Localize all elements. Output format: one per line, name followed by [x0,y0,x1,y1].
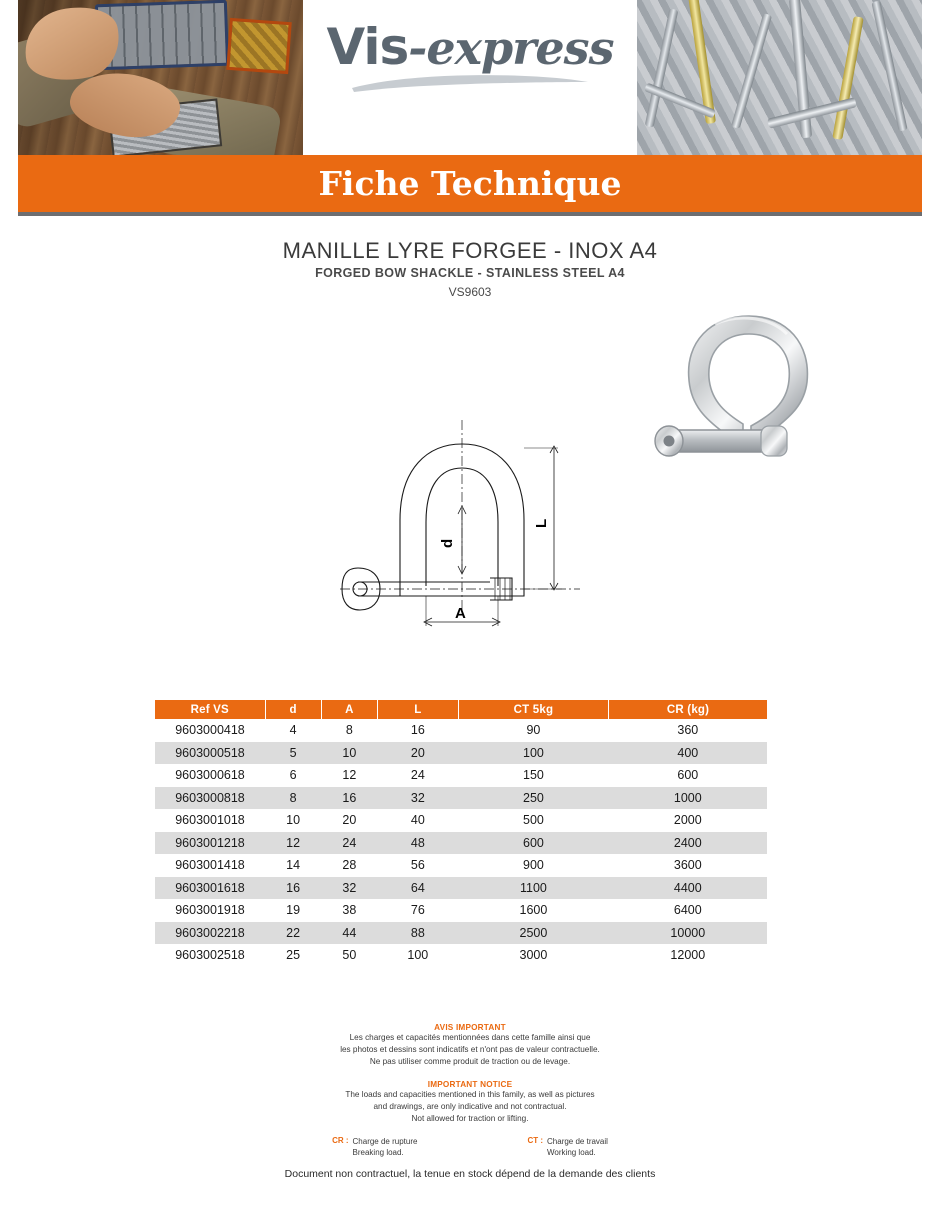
header-photo-left [18,0,303,155]
cell-l: 88 [377,922,458,945]
cell-ct: 3000 [458,944,608,967]
cell-a: 28 [321,854,377,877]
cell-cr: 360 [609,719,767,742]
notice-en-line3: Not allowed for traction or lifting. [411,1113,529,1123]
table-row [155,719,767,742]
legend-cr-en: Breaking load. [352,1148,404,1158]
technical-drawing [340,400,620,650]
cell-a: 44 [321,922,377,945]
notice-fr-line1: Les charges et capacités mentionnées dans cette famille ainsi que [349,1033,591,1042]
col-header-a: A [321,700,377,719]
table-row [155,899,767,922]
notice-fr-title-text: AVIS IMPORTANT [434,1023,506,1032]
screw-box-secondary [226,18,291,74]
product-reference: VS9603 [448,285,492,299]
cell-l: 76 [377,899,458,922]
spec-table-body [155,719,767,967]
notice-en-line1: The loads and capacities mentioned in this family, as well as pictures [345,1090,595,1099]
product-photo-shackle [645,290,845,490]
cell-d: 4 [265,719,321,742]
cell-ref: 9603001418 [155,854,265,877]
legend-cr-text [353,1136,418,1158]
notice-fr-line2: les photos et dessins sont indicatifs et n'ont pas de valeur contractuelle. [340,1044,600,1054]
cell-l: 20 [377,742,458,765]
legend-ct-en: Working load. [547,1148,596,1158]
cell-ref: 9603002218 [155,922,265,945]
cell-ct: 1600 [458,899,608,922]
col-header-d: d [265,700,321,719]
legend-ct-text [547,1136,608,1158]
legend-ct-fr: Charge de travail [547,1137,608,1146]
cell-d: 6 [265,764,321,787]
cell-ref: 9603001618 [155,877,265,900]
cell-ct: 2500 [458,922,608,945]
table-row [155,922,767,945]
spec-table-header-row [155,700,767,719]
spec-table-head [155,700,767,719]
cell-a: 38 [321,899,377,922]
cell-d: 12 [265,832,321,855]
table-row [155,742,767,765]
drawing-label-d: d [439,538,456,548]
page-title: MANILLE LYRE FORGEE - INOX A4 [282,238,658,263]
notice-fr-line3: Ne pas utiliser comme produit de traction ou de levage. [369,1056,571,1066]
cell-cr: 3600 [609,854,767,877]
legend-cr [332,1136,417,1158]
cell-a: 12 [321,764,377,787]
page-subtitle: FORGED BOW SHACKLE - STAINLESS STEEL A4 [315,266,625,280]
legend-cr-fr: Charge de rupture [352,1137,418,1146]
table-row [155,854,767,877]
cell-l: 40 [377,809,458,832]
brand-logo [303,0,637,155]
header-divider [18,212,922,216]
cell-ct: 600 [458,832,608,855]
cell-ct: 150 [458,764,608,787]
spec-table-wrapper [155,700,767,967]
table-row [155,832,767,855]
cell-ref: 9603001018 [155,809,265,832]
footer-note: Document non contractuel, la tenue en stock dépend de la demande des clients [284,1168,656,1180]
cell-ct: 900 [458,854,608,877]
cell-d: 22 [265,922,321,945]
logo-secondary-text: -express [408,21,614,75]
cell-ct: 250 [458,787,608,810]
cell-l: 24 [377,764,458,787]
cell-cr: 4400 [609,877,767,900]
cell-d: 25 [265,944,321,967]
cell-ct: 100 [458,742,608,765]
table-row [155,877,767,900]
cell-ref: 9603000518 [155,742,265,765]
banner-fiche-technique [18,155,922,212]
legend-ct [527,1136,607,1158]
header-band [18,0,922,155]
cell-l: 100 [377,944,458,967]
cell-cr: 10000 [609,922,767,945]
cell-d: 10 [265,809,321,832]
notice-en-title-text: IMPORTANT NOTICE [427,1080,513,1089]
cell-d: 5 [265,742,321,765]
drawing-label-A: A [455,605,466,622]
cell-l: 56 [377,854,458,877]
cell-a: 24 [321,832,377,855]
cell-d: 19 [265,899,321,922]
cell-ct: 500 [458,809,608,832]
cell-d: 14 [265,854,321,877]
banner-title-text: Fiche Technique [318,164,622,203]
legend-cr-code: CR : [332,1136,349,1145]
cell-cr: 12000 [609,944,767,967]
cell-a: 20 [321,809,377,832]
cell-ref: 9603000818 [155,787,265,810]
legend-ct-code: CT : [527,1136,544,1145]
cell-a: 8 [321,719,377,742]
cell-ref: 9603000418 [155,719,265,742]
cell-ct: 1100 [458,877,608,900]
header-photo-right [637,0,922,155]
cell-d: 8 [265,787,321,810]
cell-cr: 1000 [609,787,767,810]
col-header-cr: CR (kg) [609,700,767,719]
notice-en-body [0,1089,940,1125]
cell-l: 64 [377,877,458,900]
cell-ct: 90 [458,719,608,742]
cell-cr: 2400 [609,832,767,855]
cell-ref: 9603001918 [155,899,265,922]
spec-table [155,700,767,967]
cell-ref: 9603002518 [155,944,265,967]
cell-ref: 9603000618 [155,764,265,787]
cell-a: 50 [321,944,377,967]
table-row [155,764,767,787]
cell-a: 16 [321,787,377,810]
cell-l: 32 [377,787,458,810]
cell-d: 16 [265,877,321,900]
cell-a: 10 [321,742,377,765]
legend [0,1136,940,1158]
table-row [155,787,767,810]
logo-swoosh-icon [350,68,590,94]
cell-l: 48 [377,832,458,855]
drawing-label-L: L [533,518,550,528]
col-header-ref: Ref VS [155,700,265,719]
col-header-l: L [377,700,458,719]
col-header-ct: CT 5kg [458,700,608,719]
notice-fr-body [0,1032,940,1068]
cell-l: 16 [377,719,458,742]
logo-primary-text: Vis [326,18,409,76]
notice-en-line2: and drawings, are only indicative and not contractual. [373,1101,567,1111]
cell-cr: 6400 [609,899,767,922]
cell-ref: 9603001218 [155,832,265,855]
table-row [155,944,767,967]
cell-cr: 2000 [609,809,767,832]
cell-cr: 400 [609,742,767,765]
cell-a: 32 [321,877,377,900]
table-row [155,809,767,832]
cell-cr: 600 [609,764,767,787]
